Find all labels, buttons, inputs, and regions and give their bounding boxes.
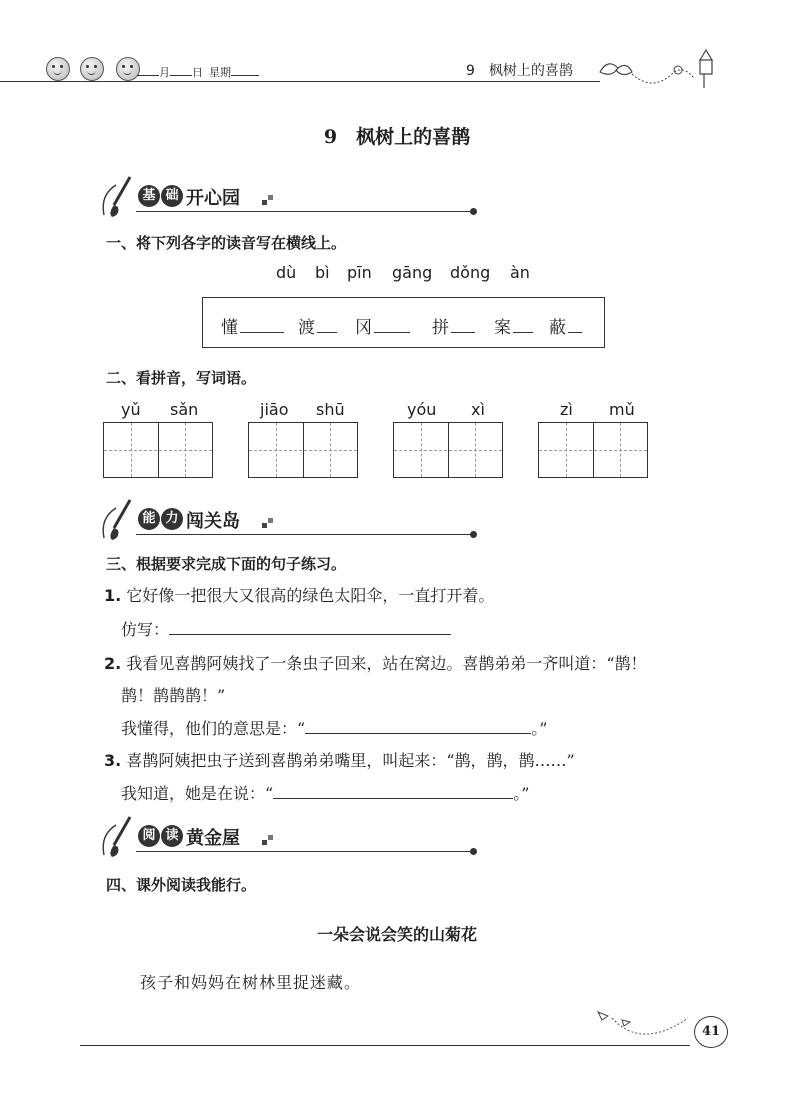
character-item: 懂 bbox=[221, 313, 284, 338]
section-rule bbox=[136, 534, 472, 535]
answer-blank[interactable] bbox=[374, 316, 410, 333]
section-title: 开心园 bbox=[186, 188, 240, 209]
writing-grid[interactable] bbox=[393, 422, 503, 478]
footer-rule bbox=[80, 1045, 690, 1046]
weekday-label: 星期 bbox=[209, 66, 231, 79]
brush-icon bbox=[100, 175, 140, 219]
character-item: 渡 bbox=[298, 313, 337, 338]
section-header-reading bbox=[100, 815, 480, 859]
pinyin: sǎn bbox=[170, 400, 199, 419]
header-lesson-title: 9 枫树上的喜鹊 bbox=[466, 63, 573, 79]
section-badge: 基 bbox=[138, 185, 160, 207]
butterfly-lamp-decoration-icon bbox=[596, 44, 726, 92]
section-header-basic bbox=[100, 175, 480, 219]
character-item: 蔽 bbox=[549, 313, 582, 338]
decor-square bbox=[262, 523, 267, 528]
pinyin: shū bbox=[316, 400, 345, 419]
story-text: 孩子和妈妈在树林里捉迷藏。 bbox=[140, 973, 362, 992]
writing-grid[interactable] bbox=[103, 422, 213, 478]
question-heading: 二、看拼音，写词语。 bbox=[106, 369, 257, 387]
bird-decoration-icon bbox=[592, 1004, 696, 1038]
section-badge: 阅 bbox=[138, 825, 160, 847]
question-heading: 三、根据要求完成下面的句子练习。 bbox=[106, 555, 347, 573]
answer-blank[interactable] bbox=[273, 784, 513, 799]
pinyin: àn bbox=[510, 263, 530, 282]
answer-blank[interactable] bbox=[451, 316, 475, 333]
pinyin: dǒng bbox=[450, 263, 491, 282]
section-title: 闯关岛 bbox=[186, 511, 240, 532]
sentence-2-cont: 鹊！鹊鹊鹊！” bbox=[121, 686, 226, 705]
smiley-face-icon bbox=[46, 57, 70, 81]
answer-blank[interactable] bbox=[513, 316, 533, 333]
sentence-1-prompt: 仿写： bbox=[121, 617, 451, 640]
answer-blank[interactable] bbox=[240, 316, 284, 333]
section-header-ability bbox=[100, 498, 480, 542]
decor-square bbox=[268, 835, 273, 840]
question-heading: 一、将下列各字的读音写在横线上。 bbox=[106, 234, 347, 252]
neutral-face-icon bbox=[80, 57, 104, 81]
brush-icon bbox=[100, 498, 140, 542]
page-title: 9 枫树上的喜鹊 bbox=[323, 126, 471, 148]
pinyin: bì bbox=[315, 263, 330, 282]
sentence-3: 3. 喜鹊阿姨把虫子送到喜鹊弟弟嘴里，叫起来：“鹊，鹊，鹊……” bbox=[104, 751, 575, 770]
character-item: 案 bbox=[494, 313, 533, 338]
section-rule bbox=[136, 851, 472, 852]
section-rule bbox=[136, 211, 472, 212]
pinyin: zì bbox=[560, 400, 573, 419]
date-field bbox=[137, 64, 259, 80]
pinyin: xì bbox=[471, 400, 485, 419]
question-heading: 四、课外阅读我能行。 bbox=[106, 876, 257, 894]
header-rule bbox=[0, 81, 600, 82]
answer-blank[interactable] bbox=[305, 719, 531, 734]
answer-blank[interactable] bbox=[169, 620, 451, 635]
section-badge: 力 bbox=[161, 508, 183, 530]
section-badge: 础 bbox=[161, 185, 183, 207]
decor-square bbox=[268, 518, 273, 523]
writing-grid[interactable] bbox=[248, 422, 358, 478]
pinyin: gāng bbox=[392, 263, 433, 282]
pinyin: yóu bbox=[407, 400, 437, 419]
section-rule-dot bbox=[470, 208, 477, 215]
brush-icon bbox=[100, 815, 140, 859]
sentence-2: 2. 我看见喜鹊阿姨找了一条虫子回来，站在窝边。喜鹊弟弟一齐叫道：“鹊！ bbox=[104, 654, 647, 673]
sentence-2-prompt: 我懂得，他们的意思是：“ 。” bbox=[121, 719, 548, 738]
character-item: 拼 bbox=[432, 313, 475, 338]
answer-blank[interactable] bbox=[568, 316, 582, 333]
decor-square bbox=[268, 195, 273, 200]
section-badge: 能 bbox=[138, 508, 160, 530]
section-title: 黄金屋 bbox=[186, 828, 240, 849]
sentence-3-prompt: 我知道，她是在说：“ 。” bbox=[121, 784, 530, 803]
section-badge: 读 bbox=[161, 825, 183, 847]
page-number: 41 bbox=[694, 1016, 728, 1048]
pinyin: dù bbox=[276, 263, 297, 282]
month-label: 月 bbox=[159, 66, 170, 79]
pinyin: jiāo bbox=[260, 400, 289, 419]
writing-grid[interactable] bbox=[538, 422, 648, 478]
pinyin: pīn bbox=[347, 263, 372, 282]
character-item: 冈 bbox=[355, 313, 410, 338]
pinyin: yǔ bbox=[121, 400, 141, 419]
section-rule-dot bbox=[470, 531, 477, 538]
pinyin: mǔ bbox=[609, 400, 635, 419]
answer-blank[interactable] bbox=[317, 316, 337, 333]
story-title: 一朵会说会笑的山菊花 bbox=[316, 925, 477, 944]
decor-square bbox=[262, 200, 267, 205]
sentence-1: 1. 它好像一把很大又很高的绿色太阳伞，一直打开着。 bbox=[104, 586, 495, 605]
section-rule-dot bbox=[470, 848, 477, 855]
decor-square bbox=[262, 840, 267, 845]
day-label: 日 bbox=[192, 66, 203, 79]
